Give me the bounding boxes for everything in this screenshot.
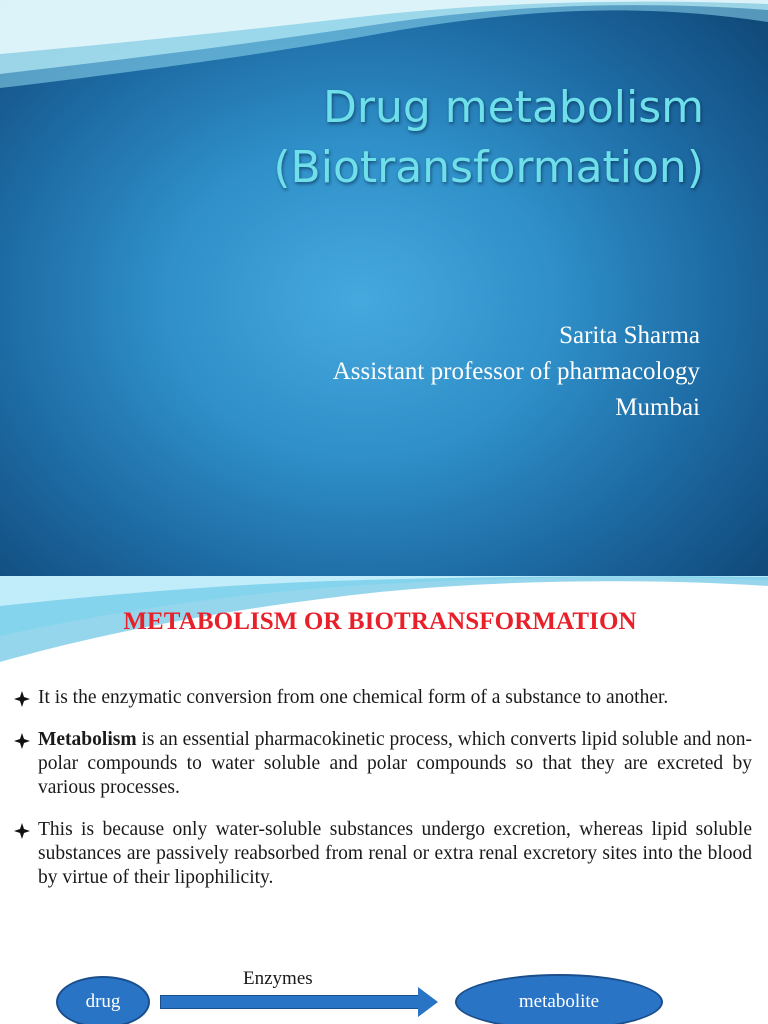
author-block (333, 318, 700, 426)
author-location: Mumbai (615, 394, 700, 421)
content-slide (0, 576, 768, 1024)
bullet-item (14, 728, 752, 800)
bullet-text: This is because only water-soluble substances undergo excretion, whereas lipid soluble substances are passively reabsorbed from renal or extra renal excretory sites into the blood by virtue of their lipophilicity. (38, 819, 752, 888)
metabolism-flow-diagram (0, 968, 768, 1024)
bullet-bold: Metabolism (38, 729, 137, 750)
bullet-text: is an essential pharmacokinetic process, which converts lipid soluble and non-polar compounds to water soluble and polar compounds so that they are excreted by various processes. (38, 729, 752, 798)
slide-heading: METABOLISM OR BIOTRANSFORMATION (123, 608, 637, 635)
metabolite-label: metabolite (518, 991, 600, 1012)
diamond-bullet-icon (14, 733, 30, 749)
arrow-shaft (160, 995, 420, 1009)
enzymes-label: Enzymes (243, 968, 313, 989)
slide-title (273, 78, 704, 198)
bullet-item (14, 818, 752, 890)
author-name: Sarita Sharma (559, 322, 700, 349)
drug-oval (56, 976, 150, 1024)
header-wave-decoration (0, 0, 768, 90)
author-position: Assistant professor of pharmacology (332, 358, 700, 385)
diamond-bullet-icon (14, 823, 30, 839)
title-line-2: (Biotransformation) (273, 142, 704, 193)
drug-label: drug (85, 991, 121, 1012)
title-line-1: Drug metabolism (322, 82, 704, 133)
bullet-list (14, 686, 752, 908)
bullet-item (14, 686, 752, 710)
bullet-text: It is the enzymatic conversion from one chemical form of a substance to another. (38, 687, 669, 708)
arrow-right-icon (418, 987, 438, 1017)
diamond-bullet-icon (14, 691, 30, 707)
metabolite-oval (455, 974, 663, 1024)
